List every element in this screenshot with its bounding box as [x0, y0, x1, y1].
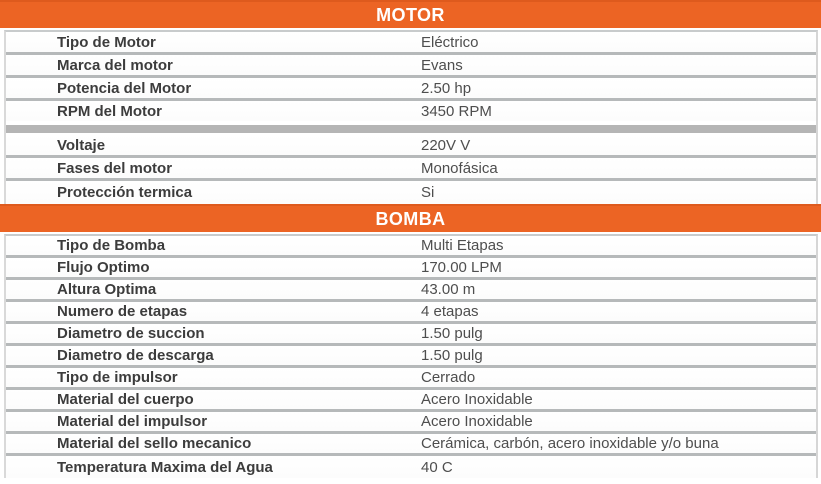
spec-label: Altura Optima	[57, 281, 157, 298]
spec-label: Potencia del Motor	[57, 79, 192, 97]
section-header-motor	[0, 0, 821, 28]
spec-label: Material del sello mecanico	[57, 435, 252, 452]
spec-row-voltaje	[6, 135, 816, 158]
spec-value: 1.50 pulg	[421, 325, 483, 342]
spec-label: Diametro de descarga	[57, 347, 214, 364]
spec-label: Tipo de impulsor	[57, 369, 178, 386]
spec-label: Tipo de Bomba	[57, 237, 166, 254]
spec-value: Cerámica, carbón, acero inoxidable y/o buna	[421, 435, 719, 452]
spec-row-material-del-sello-mecanico	[6, 434, 816, 456]
spec-value: 1.50 pulg	[421, 347, 483, 364]
spec-label: Fases del motor	[57, 159, 173, 177]
spec-label: Marca del motor	[57, 56, 173, 74]
spec-value: Acero Inoxidable	[421, 391, 533, 408]
spec-row-marca-del-motor	[6, 55, 816, 78]
spec-label: Diametro de succion	[57, 325, 205, 342]
spec-value: 3450 RPM	[421, 102, 492, 120]
spec-label: Numero de etapas	[57, 303, 188, 320]
spec-row-numero-de-etapas	[6, 302, 816, 324]
section-title: BOMBA	[375, 209, 446, 229]
spec-value: Acero Inoxidable	[421, 413, 533, 430]
spec-value: Cerrado	[421, 369, 476, 386]
spec-row-tipo-de-bomba	[6, 236, 816, 258]
spec-row-tipo-de-motor	[6, 32, 816, 55]
bomba-spec-table	[4, 234, 818, 478]
spec-label: RPM del Motor	[57, 102, 162, 120]
spec-value: 43.00 m	[421, 281, 476, 298]
spec-row-altura-optima	[6, 280, 816, 302]
spec-label: Material del cuerpo	[57, 391, 194, 408]
spec-label: Material del impulsor	[57, 413, 208, 430]
spec-label: Protección termica	[57, 184, 193, 201]
spec-value: Eléctrico	[421, 33, 479, 51]
spec-value: 2.50 hp	[421, 79, 472, 97]
spec-value: 220V V	[421, 136, 471, 154]
spec-row-potencia-del-motor	[6, 78, 816, 101]
spec-row-tipo-de-impulsor	[6, 368, 816, 390]
spec-value: Si	[421, 184, 435, 201]
spec-value: 170.00 LPM	[421, 259, 502, 276]
spec-label: Tipo de Motor	[57, 33, 156, 51]
section-divider-band	[6, 125, 816, 133]
spec-label: Temperatura Maxima del Agua	[57, 458, 273, 476]
spec-row-proteccion-termica	[6, 181, 816, 204]
spec-row-fases-del-motor	[6, 158, 816, 181]
section-header-bomba	[0, 204, 821, 232]
spec-row-material-del-cuerpo	[6, 390, 816, 412]
spec-label: Flujo Optimo	[57, 259, 150, 276]
spec-value: Evans	[421, 56, 463, 74]
section-title: MOTOR	[376, 5, 445, 25]
spec-row-flujo-optimo	[6, 258, 816, 280]
spec-row-diametro-de-succion	[6, 324, 816, 346]
motor-spec-table	[4, 30, 818, 204]
spec-value: Monofásica	[421, 159, 498, 177]
spec-row-temperatura-maxima-del-agua	[6, 456, 816, 478]
spec-value: 4 etapas	[421, 303, 479, 320]
spec-value: Multi Etapas	[421, 237, 504, 254]
spec-row-material-del-impulsor	[6, 412, 816, 434]
spec-row-rpm-del-motor	[6, 101, 816, 123]
spec-label: Voltaje	[57, 136, 106, 154]
spec-row-diametro-de-descarga	[6, 346, 816, 368]
spec-value: 40 C	[421, 458, 453, 476]
